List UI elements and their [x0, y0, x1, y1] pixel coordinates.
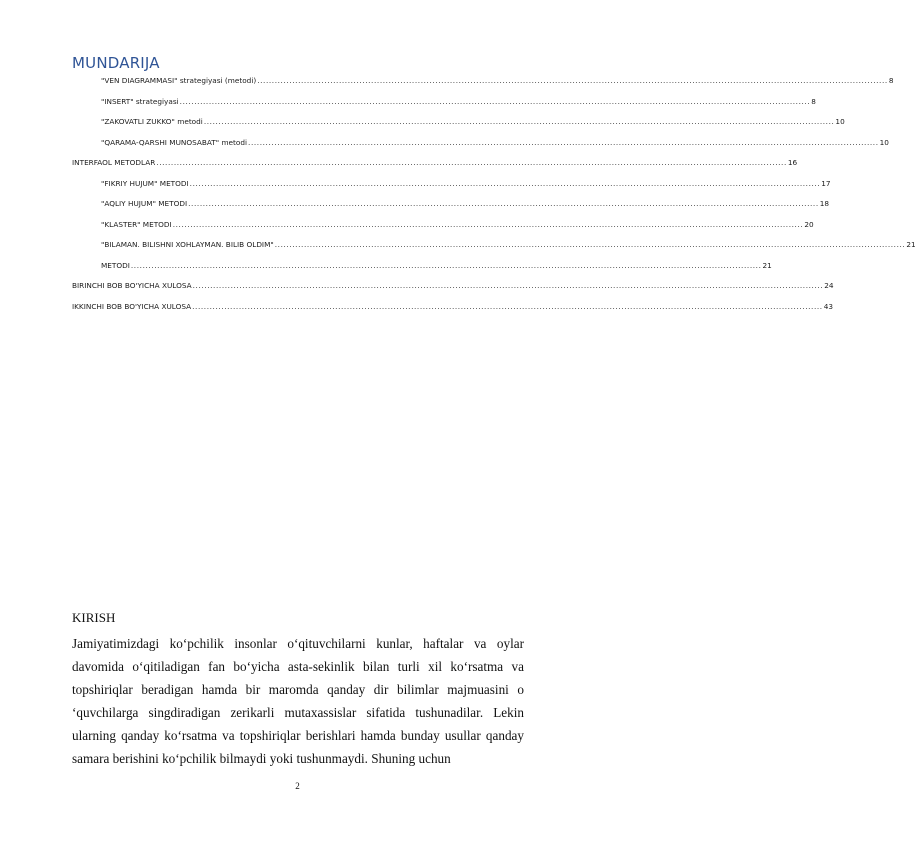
- toc-title: MUNDARIJA: [72, 54, 160, 72]
- toc-entry-label: "AQLIY HUJUM" METODI: [101, 199, 188, 208]
- toc-entry[interactable]: [72, 219, 814, 241]
- toc-entry-page: 17: [821, 178, 831, 188]
- toc-dot-leader: [173, 220, 804, 229]
- section-heading: KIRISH: [72, 610, 116, 625]
- toc-entry-page: 18: [819, 199, 830, 208]
- toc-entry-label: "ZAKOVATLI ZUKKO" metodi: [101, 117, 203, 126]
- toc-entry-label: INTERFAOL METODLAR: [72, 158, 156, 167]
- toc-entry-page: 21: [762, 260, 772, 270]
- toc-entry-page: 24: [824, 281, 834, 290]
- toc-entry[interactable]: [72, 281, 834, 302]
- toc-entry-page: 8: [811, 96, 816, 106]
- toc-entry[interactable]: [72, 76, 894, 97]
- toc-entry[interactable]: [72, 240, 916, 261]
- toc-entry-label: IKKINCHI BOB BO'YICHA XULOSA: [72, 301, 192, 311]
- toc-entry-page: 20: [804, 219, 814, 229]
- toc-entry-label: "FIKRIY HUJUM" METODI: [101, 178, 189, 188]
- toc-entry[interactable]: [72, 301, 834, 323]
- toc-entry[interactable]: [72, 158, 798, 179]
- toc-dot-leader: [275, 240, 906, 249]
- toc-dot-leader: [257, 76, 888, 85]
- page-number: 2: [295, 781, 300, 791]
- toc-entry-page: 10: [835, 117, 845, 126]
- toc-dot-leader: [190, 179, 821, 188]
- toc-dot-leader: [188, 199, 819, 208]
- toc-entry-page: 10: [879, 137, 889, 147]
- toc-dot-leader: [204, 117, 835, 126]
- body-paragraph: Jamiyatimizdagi ko‘pchilik insonlar o‘qituvchilarni kunlar, haftalar va oylar davomida o‘qitiladigan fan bo‘yicha asta-sekinlik bilan turli xil ko‘rsatma va topshiriqlar beradigan hamda bir maromda qanday dir bilimlar majmuasini o ‘quvchilarga singdiradigan zerikarli mutaxassislar sifatida tushunadilar. Lekin ularning qanday ko‘rsatma va topshiriqlar berishlari hamda bunday usullar qanday samara berishini ko‘pchilik bilmaydi yoki tushunmaydi. Shuning uchun: [72, 636, 524, 766]
- toc-entry-label: "VEN DIAGRAMMASI" strategiyasi (metodi): [101, 76, 257, 85]
- toc-entry[interactable]: [72, 260, 772, 282]
- toc-entry-page: 8: [888, 76, 894, 85]
- toc-dot-leader: [193, 281, 824, 290]
- toc-entry-label: "BILAMAN. BILISHNI XOHLAYMAN. BILIB OLDIM": [101, 240, 274, 249]
- toc-entry[interactable]: [72, 96, 816, 118]
- toc-dot-leader: [248, 138, 879, 147]
- toc-entry[interactable]: [72, 117, 845, 138]
- toc-entry-label: BIRINCHI BOB BO'YICHA XULOSA: [72, 281, 192, 290]
- toc-entry-label: "QARAMA-QARSHI MUNOSABAT" metodi: [101, 137, 248, 147]
- toc-entry-label: "KLASTER" METODI: [101, 219, 172, 229]
- toc-entry[interactable]: [72, 199, 830, 220]
- toc-entry-page: 16: [787, 158, 798, 167]
- toc-entry[interactable]: [72, 137, 889, 159]
- toc-entry-label: METODI: [101, 260, 130, 270]
- toc-entry[interactable]: [72, 178, 831, 200]
- table-of-contents: [72, 76, 916, 322]
- toc-entry-page: 43: [823, 301, 834, 311]
- toc-entry-label: "INSERT" strategiyasi: [101, 96, 179, 106]
- toc-dot-leader: [156, 158, 787, 167]
- toc-dot-leader: [192, 302, 823, 311]
- toc-dot-leader: [180, 97, 811, 106]
- toc-dot-leader: [131, 261, 762, 270]
- toc-entry-page: 21: [906, 240, 916, 249]
